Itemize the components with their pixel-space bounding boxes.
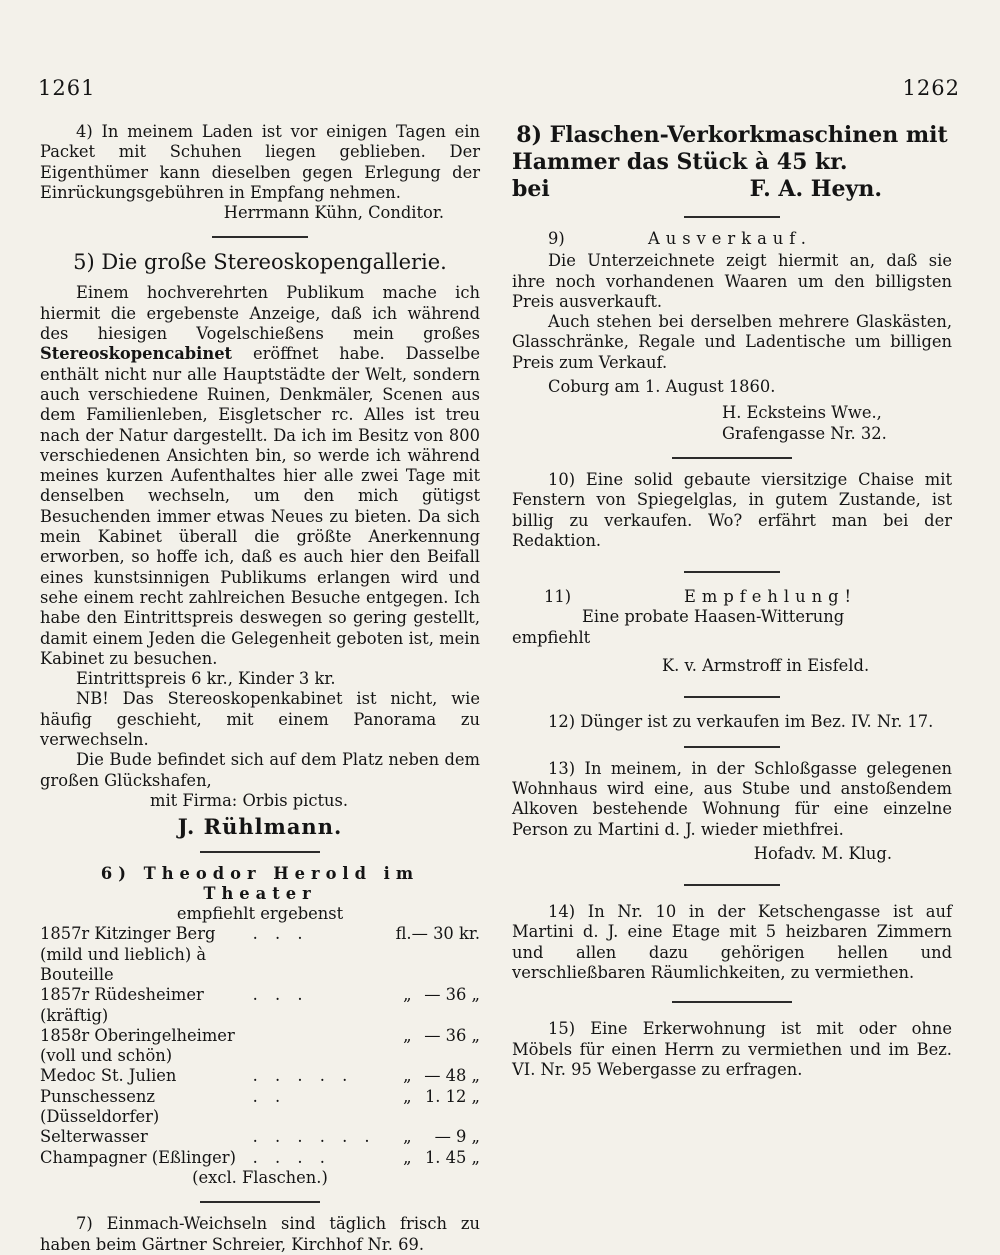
wine-row xyxy=(40,924,480,985)
ad-11-line3: empfiehlt xyxy=(512,627,591,647)
wine-row xyxy=(40,1087,480,1128)
ad-8-line2: Hammer das Stück à 45 kr. xyxy=(512,149,848,175)
separator xyxy=(200,851,320,853)
separator xyxy=(684,696,780,698)
wine-price: 1. 45 „ xyxy=(424,1147,480,1167)
ad-5-price: Eintrittspreis 6 kr., Kinder 3 kr. xyxy=(76,669,336,689)
ad-10 xyxy=(512,470,952,551)
ad-6-footnote: (excl. Flaschen.) xyxy=(192,1167,328,1187)
wine-unit: fl. xyxy=(395,924,412,944)
wine-price: — 36 „ xyxy=(424,985,480,1005)
wine-list xyxy=(40,924,480,1168)
ad-12 xyxy=(512,712,952,732)
ad-7 xyxy=(40,1214,480,1255)
separator xyxy=(684,884,780,886)
ad-9-text-2: Auch stehen bei derselben mehrere Glaskästen, Glasschränke, Regale und Ladentische um billigen Preis zum Verkauf. xyxy=(512,312,952,372)
ad-5-bold-term: Stereoskopencabinet xyxy=(40,344,233,364)
wine-name: Selterwasser xyxy=(40,1127,148,1147)
wine-row xyxy=(40,1066,480,1086)
wine-dots xyxy=(253,1026,376,1067)
wine-dots: . . . . . xyxy=(252,1066,354,1086)
ad-12-text: 12) Dünger ist zu verkaufen im Bez. IV. Nr. 17. xyxy=(548,712,934,732)
wine-unit: „ xyxy=(403,1086,412,1106)
wine-price: — 30 kr. xyxy=(411,924,480,944)
ad-4 xyxy=(40,122,480,223)
wine-unit: „ xyxy=(403,985,412,1005)
ad-9-text-1: Die Unterzeichnete zeigt hiermit an, daß sie ihre noch vorhandenen Waaren um den billigsten Preis ausverkauft. xyxy=(512,251,952,311)
ad-8-bei: bei xyxy=(512,176,550,202)
wine-row xyxy=(40,1148,480,1168)
ad-9 xyxy=(512,229,952,444)
wine-row xyxy=(40,985,480,1026)
ad-5-text: Einem hochverehrten Publikum mache ich hiermit die ergebenste Anzeige, daß ich während des hiesigen Vogelschießens mein großes Stereoskopencabinet eröffnet habe. Dasselbe enthält nicht nur alle Hauptstädte der Welt, sondern auch verschiedene Ruinen, Denkmäler, Scenen aus dem Familienleben, Eisgletscher rc. Alles ist treu nach der Natur dargestellt. Da ich im Besitz von 800 verschiedenen Ansichten bin, so werde ich während meines kurzen Aufenthaltes hier alle zwei Tage mit denselben wechseln, um den mich gütigst Besuchenden immer etwas Neues zu bieten. Da sich mein Kabinet überall die größte Anerkennung erworben, so hoffe ich, daß es auch hier den Beifall eines kunstsinnigen Publikums erlangen wird und sehe einem recht zahlreichen Besuche entgegen. Ich habe den Eintrittspreis deswegen so gering gestellt, damit einem Jeden die Gelegenheit geboten ist, mein Kabinet zu besuchen. xyxy=(40,283,480,668)
ad-9-title: Ausverkauf. xyxy=(648,229,812,248)
wine-unit: „ xyxy=(403,1127,412,1147)
separator xyxy=(672,457,792,459)
ad-8 xyxy=(512,122,952,203)
ad-4-signature: Herrmann Kühn, Conditor. xyxy=(223,203,444,223)
separator xyxy=(672,1001,792,1003)
ad-5 xyxy=(40,249,480,840)
ad-13-text: 13) In meinem, in der Schloßgasse gelegenen Wohnhaus wird eine, aus Stube und anstoßendem Alkoven bestehende Wohnung für eine einzelne Person zu Martini d. J. wieder miethfrei. xyxy=(512,758,952,839)
wine-name: Medoc St. Julien xyxy=(40,1066,177,1086)
ad-11-number: 11) xyxy=(544,587,572,607)
page-number-left: 1261 xyxy=(38,76,96,100)
ad-14 xyxy=(512,902,952,983)
ad-4-text: 4) In meinem Laden ist vor einigen Tagen ein Packet mit Schuhen liegen geblieben. Der Eigenthümer kann dieselben gegen Erlegung der Einrückungsgebühren in Empfang nehmen. xyxy=(40,122,480,202)
ad-6-title: 6) Theodor Herold im Theater xyxy=(100,863,420,903)
wine-name: Champagner (Eßlinger) xyxy=(40,1147,236,1167)
separator xyxy=(684,216,780,218)
ad-9-date: Coburg am 1. August 1860. xyxy=(548,377,776,397)
wine-unit: „ xyxy=(403,1066,412,1086)
ad-9-signature-2: Grafengasse Nr. 32. xyxy=(722,423,887,443)
ad-11-line2: Eine probate Haasen-Witterung xyxy=(582,607,845,627)
page-number-right: 1262 xyxy=(902,76,960,100)
wine-price: — 36 „ xyxy=(424,1025,480,1045)
ad-13 xyxy=(512,759,952,864)
ad-11-signature: K. v. Armstroff in Eisfeld. xyxy=(662,656,870,676)
wine-dots: . . . xyxy=(252,985,309,1005)
ad-5-signature: J. Rühlmann. xyxy=(177,814,343,840)
ad-5-location: Die Bude befindet sich auf dem Platz neben dem großen Glückshafen, xyxy=(40,750,480,790)
ad-6 xyxy=(40,864,480,1189)
ad-6-subtitle: empfiehlt ergebenst xyxy=(176,904,344,924)
left-column xyxy=(40,122,480,1255)
ad-15 xyxy=(512,1019,952,1080)
ad-8-signature: F. A. Heyn. xyxy=(749,176,882,202)
ad-9-number: 9) xyxy=(548,229,565,248)
ad-11 xyxy=(512,587,952,676)
ad-9-signature-1: H. Ecksteins Wwe., xyxy=(722,403,882,423)
ad-11-title: Empfehlung! xyxy=(684,587,858,607)
ad-5-firma: mit Firma: Orbis pictus. xyxy=(150,790,349,810)
separator xyxy=(212,236,308,238)
separator xyxy=(684,746,780,748)
wine-row xyxy=(40,1026,480,1067)
ad-14-text: 14) In Nr. 10 in der Ketschengasse ist auf Martini d. J. eine Etage mit 5 heizbaren Zimmern und allen dazu gehörigen hellen und verschließbaren Räumlichkeiten, zu vermiethen. xyxy=(512,902,952,983)
wine-dots: . . . xyxy=(252,924,309,944)
wine-name: 1858r Oberingelheimer (voll und schön) xyxy=(40,1025,235,1066)
ad-10-text: 10) Eine solid gebaute viersitzige Chaise mit Fenstern von Spiegelglas, in gutem Zustande, ist billig zu verkaufen. Wo? erfährt man bei der Redaktion. xyxy=(512,469,952,550)
wine-unit: „ xyxy=(403,1025,412,1045)
wine-name: 1857r Rüdesheimer (kräftig) xyxy=(40,985,204,1025)
ad-7-text: 7) Einmach-Weichseln sind täglich frisch zu haben beim Gärtner Schreier, Kirchhof Nr. 69. xyxy=(40,1214,480,1254)
wine-dots: . . . . xyxy=(252,1147,331,1167)
separator xyxy=(684,571,780,573)
wine-name: 1857r Kitzinger Berg (mild und lieblich) à Bouteille xyxy=(40,924,216,984)
right-column xyxy=(512,122,952,1080)
wine-price: — 9 „ xyxy=(434,1127,480,1147)
wine-price: 1. 12 „ xyxy=(424,1086,480,1106)
wine-unit: „ xyxy=(403,1147,412,1167)
wine-price: — 48 „ xyxy=(424,1066,480,1086)
wine-row xyxy=(40,1127,480,1147)
ad-15-text: 15) Eine Erkerwohnung ist mit oder ohne Möbels für einen Herrn zu vermiethen und im Bez. VI. Nr. 95 Webergasse zu erfragen. xyxy=(512,1019,952,1079)
wine-dots: . . . . . . xyxy=(252,1127,376,1147)
wine-dots: . . xyxy=(252,1086,287,1106)
wine-name: Punschessenz (Düsseldorfer) xyxy=(40,1086,160,1127)
ad-13-signature: Hofadv. M. Klug. xyxy=(753,843,892,863)
ad-5-title: 5) Die große Stereoskopengallerie. xyxy=(73,250,447,275)
ad-8-line1: 8) Flaschen-Verkorkmaschinen mit xyxy=(516,122,948,148)
ad-5-nb: NB! Das Stereoskopenkabinet ist nicht, wie häufig geschieht, mit einem Panorama zu verwechseln. xyxy=(40,689,480,750)
